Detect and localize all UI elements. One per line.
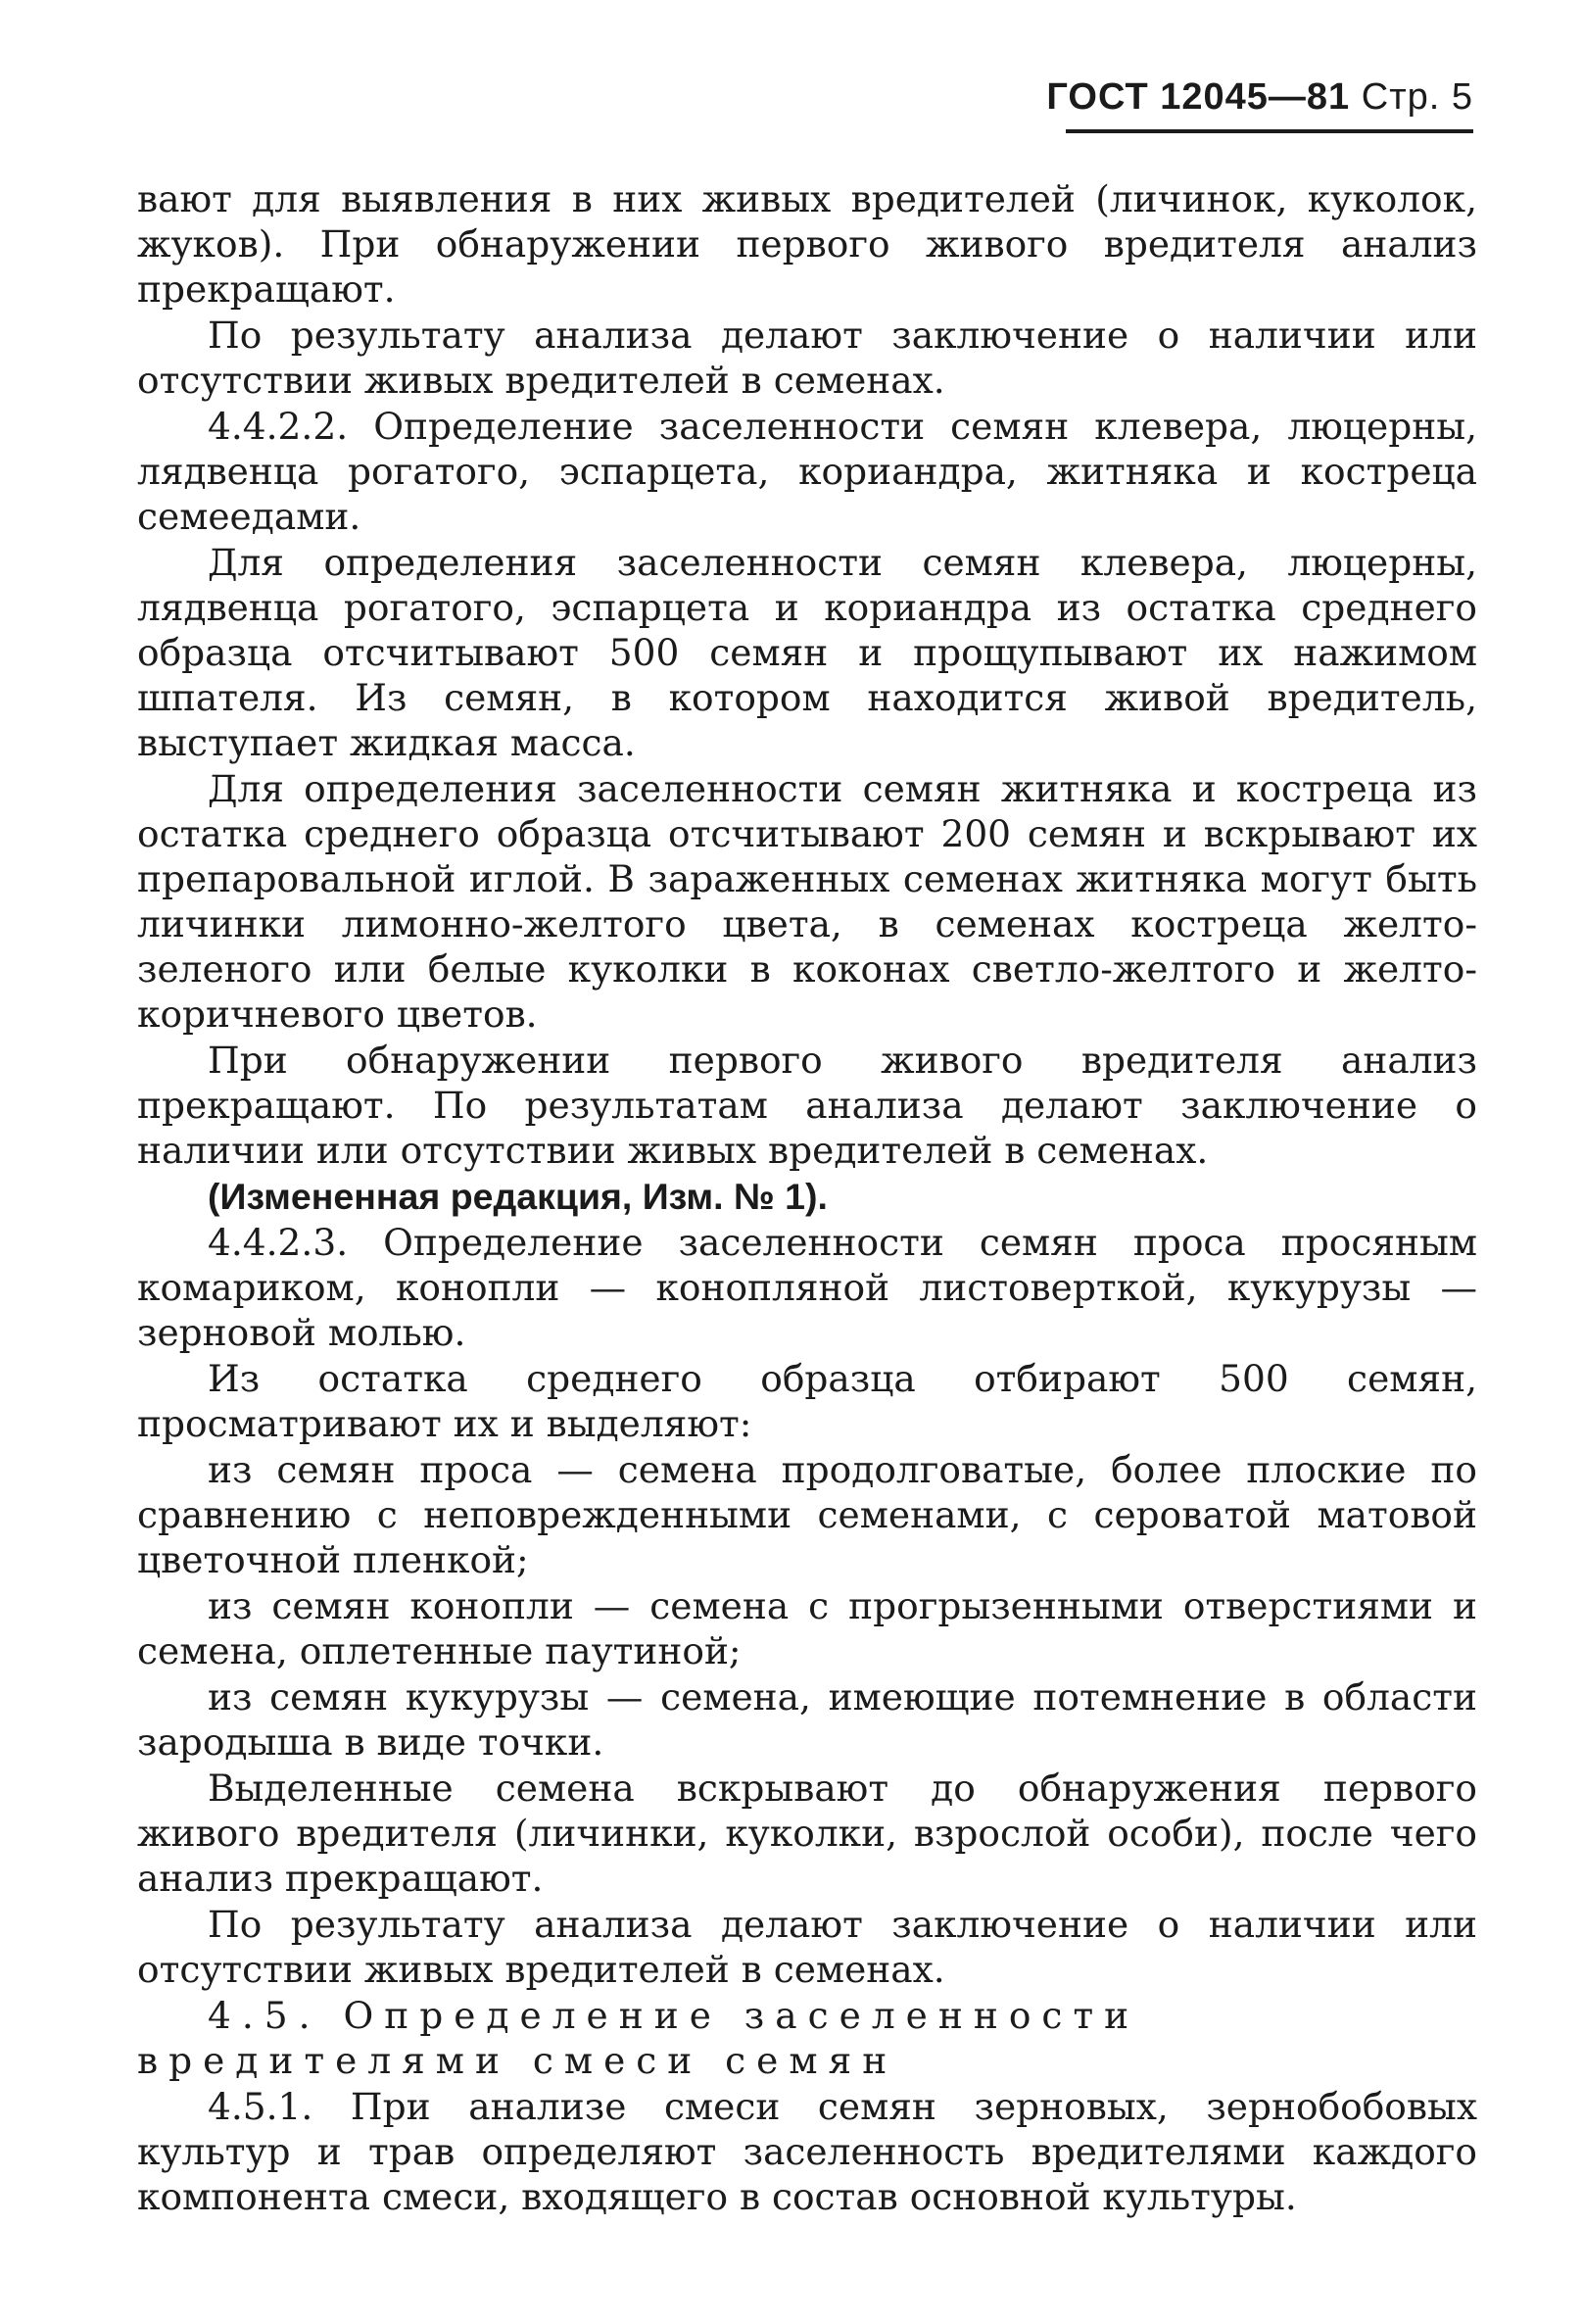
page-header: [1046, 76, 1473, 119]
document-body: [137, 176, 1477, 2220]
standard-number: ГОСТ 12045—81: [1046, 76, 1351, 118]
section-heading-4-4-2-2: 4.4.2.2. Определение заселенности семян клевера, люцерны, лядвенца рогатого, эспарцета, кориандра, житняка и костреца семеедами.: [137, 405, 1477, 538]
section-heading-4-4-2-3: 4.4.2.3. Определение заселенности семян проса просяным комариком, конопли — конопляной листоверткой, кукурузы — зерновой молью.: [137, 1221, 1477, 1354]
list-item: из семян кукурузы — семена, имеющие потемнение в области зародыша в виде точки.: [137, 1675, 1477, 1764]
section-heading-4-5: 4.5. Определение заселенности вредителями смеси семян: [137, 1994, 1140, 2082]
paragraph: По результату анализа делают заключение о наличии или отсутствии живых вредителей в семенах.: [137, 1903, 1477, 1991]
paragraph: вают для выявления в них живых вредителей (личинок, куколок, жуков). При обнаружении первого живого вредителя анализ прекращают.: [137, 177, 1477, 311]
paragraph: Для определения заселенности семян клевера, люцерны, лядвенца рогатого, эспарцета и кориандра из остатка среднего образца отсчитывают 500 семян и прощупывают их нажимом шпателя. Из семян, в котором находится живой вредитель, выступает жидкая масса.: [137, 541, 1477, 764]
paragraph: Для определения заселенности семян житняка и костреца из остатка среднего образца отсчитывают 200 семян и вскрывают их препаровальной иглой. В зараженных семенах житняка могут быть личинки лимонно-желтого цвета, в семенах костреца желто-зеленого или белые куколки в коконах светло-желтого и желто-коричневого цветов.: [137, 767, 1477, 1036]
paragraph: При обнаружении первого живого вредителя анализ прекращают. По результатам анализа делают заключение о наличии или отсутствии живых вредителей в семенах.: [137, 1039, 1477, 1172]
paragraph: Из остатка среднего образца отбирают 500 семян, просматривают их и выделяют:: [137, 1357, 1477, 1445]
amendment-note: (Измененная редакция, Изм. № 1).: [208, 1176, 828, 1217]
paragraph: 4.5.1. При анализе смеси семян зерновых, зернобобовых культур и трав определяют заселенность вредителями каждого компонента смеси, входящего в состав основной культуры.: [137, 2085, 1477, 2218]
list-item: из семян проса — семена продолговатые, более плоские по сравнению с неповрежденными семенами, с сероватой матовой цветочной пленкой;: [137, 1448, 1477, 1581]
paragraph: Выделенные семена вскрывают до обнаружения первого живого вредителя (личинки, куколки, взрослой особи), после чего анализ прекращают.: [137, 1767, 1477, 1900]
paragraph: По результату анализа делают заключение о наличии или отсутствии живых вредителей в семенах.: [137, 314, 1477, 402]
header-rule: [1066, 129, 1473, 133]
list-item: из семян конопли — семена с прогрызенными отверстиями и семена, оплетенные паутиной;: [137, 1584, 1477, 1672]
page-number: Стр. 5: [1361, 76, 1473, 118]
